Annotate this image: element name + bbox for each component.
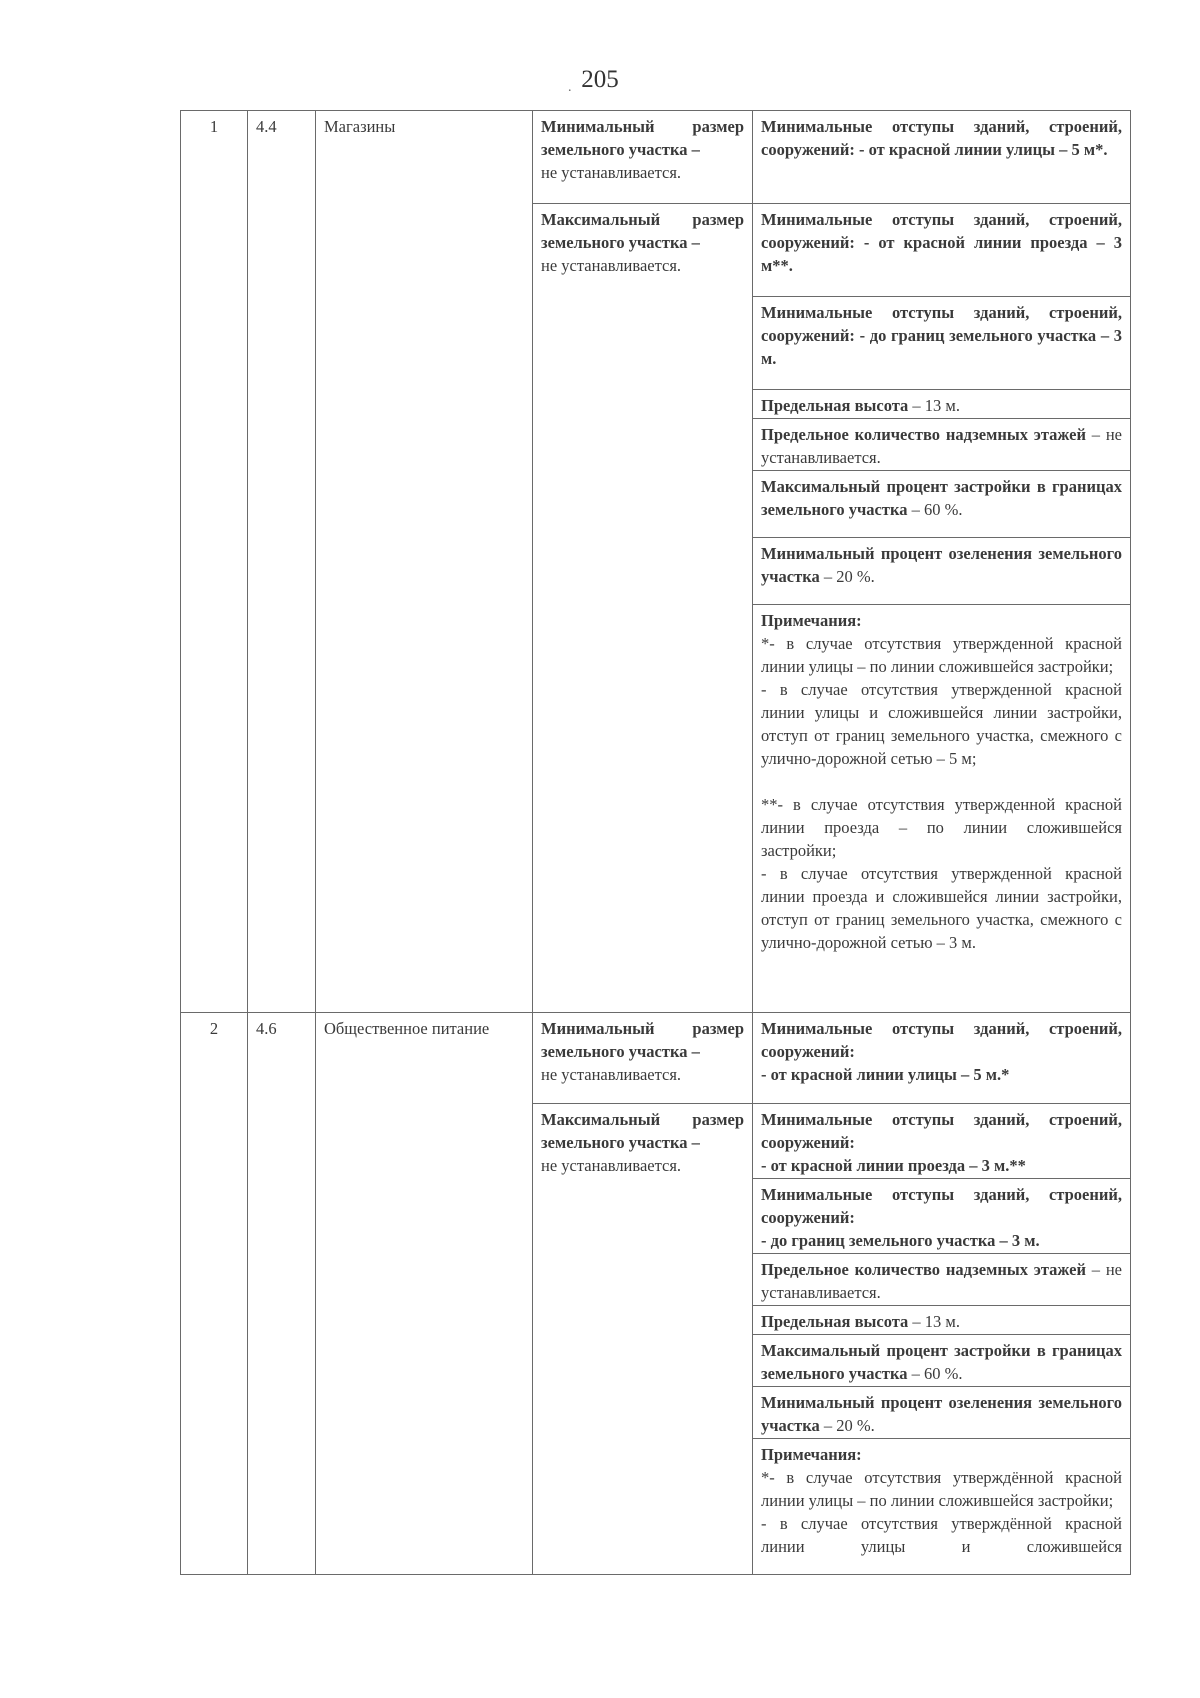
floors-value: – не устанавливается.: [761, 1260, 1122, 1302]
plot-min-title: Минимальный размер земельного участка –: [541, 1019, 744, 1061]
setback-boundary-value: - до границ земельного участка – 3 м.: [761, 1231, 1040, 1250]
greening-cell: [753, 538, 1131, 605]
setback-street-value: - от красной линии улицы – 5 м*.: [859, 140, 1108, 159]
setback-boundary-value: - до границ земельного участка – 3 м.: [761, 326, 1122, 368]
notes-title: Примечания:: [761, 1445, 862, 1464]
note-line: *- в случае отсутствия утверждённой красной линии улицы – по линии сложившейся застройки;: [761, 1468, 1122, 1510]
note-line: - в случае отсутствия утвержденной красной линии проезда и сложившейся линии застройки, отступ от границ земельного участка, смежного с улично-дорожной сетью – 3 м.: [761, 864, 1122, 952]
use-code: 4.4: [248, 111, 316, 1013]
plot-min-cell: [533, 1013, 753, 1104]
height-value: – 13 м.: [908, 396, 960, 415]
page-number: 205: [581, 66, 619, 93]
height-cell: [753, 1306, 1131, 1335]
setback-driveway-cell: [753, 204, 1131, 297]
row-number: 1: [181, 111, 248, 1013]
notes-cell: [753, 605, 1131, 1013]
use-code: 4.6: [248, 1013, 316, 1575]
plot-min-cell: [533, 111, 753, 204]
greening-title: Минимальный процент озеленения земельного участка: [761, 1393, 1122, 1435]
setback-boundary-title: Минимальные отступы зданий, строений, сооружений:: [761, 1185, 1122, 1227]
coverage-cell: [753, 471, 1131, 538]
setback-boundary-title: Минимальные отступы зданий, строений, сооружений:: [761, 303, 1122, 345]
coverage-title: Максимальный процент застройки в границах земельного участка: [761, 477, 1122, 519]
floors-cell: [753, 419, 1131, 471]
floors-cell: [753, 1254, 1131, 1306]
greening-value: – 20 %.: [819, 567, 875, 586]
plot-max-cell: [533, 1104, 753, 1575]
notes-cell: [753, 1439, 1131, 1575]
setback-driveway-value: - от красной линии проезда – 3 м**.: [761, 233, 1123, 275]
setback-street-title: Минимальные отступы зданий, строений, сооружений:: [761, 1019, 1122, 1061]
floors-title: Предельное количество надземных этажей: [761, 425, 1087, 444]
floors-value: – не устанавливается.: [761, 425, 1122, 467]
coverage-value: – 60 %.: [907, 500, 963, 519]
plot-max-value: не устанавливается.: [541, 1156, 682, 1175]
height-title: Предельная высота: [761, 1312, 909, 1331]
setback-driveway-cell: [753, 1104, 1131, 1179]
setback-street-value: - от красной линии улицы – 5 м.*: [761, 1065, 1010, 1084]
table-row: [181, 1013, 1131, 1104]
plot-min-value: не устанавливается.: [541, 163, 682, 182]
coverage-value: – 60 %.: [907, 1364, 963, 1383]
height-value: – 13 м.: [908, 1312, 960, 1331]
height-cell: [753, 390, 1131, 419]
setback-boundary-cell: [753, 297, 1131, 390]
coverage-title: Максимальный процент застройки в границах земельного участка: [761, 1341, 1122, 1383]
greening-value: – 20 %.: [819, 1416, 875, 1435]
note-line: - в случае отсутствия утвержденной красной линии улицы и сложившейся линии застройки, отступ от границ земельного участка, смежного с улично-дорожной сетью – 5 м;: [761, 680, 1122, 768]
note-line: - в случае отсутствия утверждённой красной линии улицы и сложившейся: [761, 1514, 1122, 1556]
plot-max-title: Максимальный размер земельного участка –: [541, 1110, 744, 1152]
greening-cell: [753, 1387, 1131, 1439]
setback-street-title: Минимальные отступы зданий, строений, сооружений:: [761, 117, 1122, 159]
height-title: Предельная высота: [761, 396, 909, 415]
greening-title: Минимальный процент озеленения земельного участка: [761, 544, 1122, 586]
setback-street-cell: [753, 111, 1131, 204]
note-line: *- в случае отсутствия утвержденной красной линии улицы – по линии сложившейся застройки;: [761, 634, 1122, 676]
plot-min-title: Минимальный размер земельного участка –: [541, 117, 744, 159]
setback-boundary-cell: [753, 1179, 1131, 1254]
zoning-parameters-table: [180, 110, 1131, 1575]
note-line: **- в случае отсутствия утвержденной красной линии проезда – по линии сложившейся застройки;: [761, 795, 1122, 860]
row-number: 2: [181, 1013, 248, 1575]
coverage-cell: [753, 1335, 1131, 1387]
setback-street-cell: [753, 1013, 1131, 1104]
setback-driveway-title: Минимальные отступы зданий, строений, сооружений:: [761, 1110, 1122, 1152]
floors-title: Предельное количество надземных этажей: [761, 1260, 1087, 1279]
setback-driveway-value: - от красной линии проезда – 3 м.**: [761, 1156, 1026, 1175]
plot-max-value: не устанавливается.: [541, 256, 682, 275]
plot-max-cell: [533, 204, 753, 1013]
table-row: [181, 111, 1131, 204]
plot-min-value: не устанавливается.: [541, 1065, 682, 1084]
notes-title: Примечания:: [761, 611, 862, 630]
plot-max-title: Максимальный размер земельного участка –: [541, 210, 744, 252]
setback-driveway-title: Минимальные отступы зданий, строений, сооружений:: [761, 210, 1122, 252]
use-name: Магазины: [316, 111, 533, 1013]
use-name: Общественное питание: [316, 1013, 533, 1575]
page-mark-dot: .: [568, 80, 572, 95]
